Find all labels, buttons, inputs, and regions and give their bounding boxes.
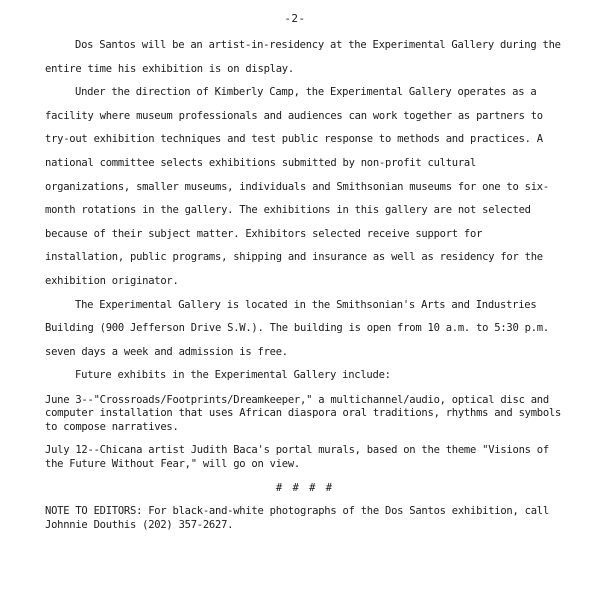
end-marks: # # # # <box>275 482 335 495</box>
exhibit-entry-july: July 12--Chicana artist Judith Baca's portal murals, based on the theme "Visions of the Future Without Fear," will go on view. <box>45 444 549 470</box>
paragraph-gallery-description: Under the direction of Kimberly Camp, the Experimental Gallery operates as a facility where museum professionals and audiences can work together as partners to try-out exhibition techniques and test public response to methods and practices. A national committee selects exhibitions submitted by non-profit cultural organizations, smaller museums, individuals and Smithsonian museums for one to six-month rotations in the gallery. The exhibitions in this gallery are not selected because of their subject matter. Exhibitors selected receive support for installation, public programs, shipping and insurance as well as residency for the exhibition originator. <box>45 86 549 287</box>
page-number: -2- <box>284 12 306 25</box>
paragraph-location-hours: The Experimental Gallery is located in the Smithsonian's Arts and Industries Building (900 Jefferson Drive S.W.). The building is open from 10 a.m. to 5:30 p.m. seven days a week and admission is free. <box>45 298 549 358</box>
document-body <box>45 34 565 532</box>
paragraph-future-exhibits-intro: Future exhibits in the Experimental Gallery include: <box>75 369 391 382</box>
exhibit-entry-june: June 3--"Crossroads/Footprints/Dreamkeeper," a multichannel/audio, optical disc and computer installation that uses African diaspora oral traditions, rhythms and symbols to compose narratives. <box>45 393 562 433</box>
note-to-editors: NOTE TO EDITORS: For black-and-white photographs of the Dos Santos exhibition, call Johnnie Douthis (202) 357-2627. <box>45 505 549 531</box>
paragraph-residency: Dos Santos will be an artist-in-residency at the Experimental Gallery during the entire time his exhibition is on display. <box>45 39 561 75</box>
